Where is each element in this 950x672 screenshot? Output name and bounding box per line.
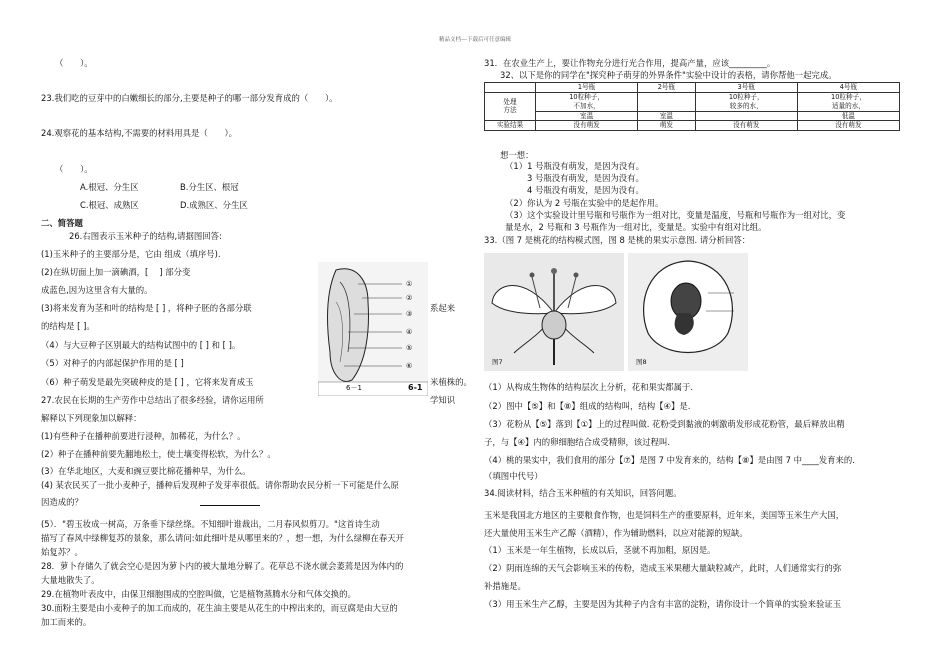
peach-fruit-figure [628,253,748,371]
question-27-cont: 解释以下列现象加以解释： [41,413,142,423]
question-28-cont: 大量地散失了。 [41,575,100,585]
table-header: 1号瓶 [536,83,638,93]
question-27-tail: 学知识 [430,395,456,405]
question-28: 28．萝卜存储久了就会空心是因为萝卜内的被大量地分解了。花草总不浇水就会萎蔫是因为体内的 [41,561,404,571]
question-27-1: (1)有些种子在播种前要进行浸种，加稀花，为什么？。 [41,431,246,441]
question-30-cont: 加工而来的。 [41,617,92,627]
question-29: 29.在植物叶表皮中，由保卫细胞围成的空腔叫做，它是植物蒸腾水分和气体交换的。 [41,589,356,599]
question-27: 27.农民在长期的生产劳作中总结出了很多经验，请你运用所 [41,395,264,405]
question-24: 24.观察花的基本结构,不需要的材料用具是（ ）。 [41,128,238,138]
figure-badge: 6-1 [408,383,423,392]
question-27-5-cont: 描写了春风中绿柳复苏的景象，那么请问:如此细叶是从哪里来的？，想一想，为什么绿柳在春天开 [41,533,404,543]
table-cell: 没有萌发 [797,121,899,131]
table-cell: 低温 [797,111,899,121]
question-27-4: (4) 某农民买了一批小麦种子，播种后发现种子发芽率很低。请你帮助农民分析一下可能是什么原 [41,480,399,490]
table-cell: 没有萌发 [536,121,638,131]
page-header: 精品文档---下载后可任意编辑 [439,37,511,43]
question-26-5: （5）对种子的内部起保护作用的是 [ ] [41,358,184,368]
table-cell: 10粒种子， 不加水， [536,92,638,111]
question-27-2: (2）种子在播种前要先翻地松土，使土壤变得松软，为什么？。 [41,449,276,459]
answer-line [200,505,260,506]
table-cell [638,92,696,111]
question-26-2: (2)在纵切面上加一滴碘酒，[ ] 部分变 [41,267,191,277]
question-26-6: （6）种子萌发是最先突破种皮的是 [ ] ，它将来发育成玉 [41,377,254,387]
figure-7-caption: 图7 [492,358,503,366]
think-1c: 4 号瓶没有萌发，是因为没有。 [527,185,644,195]
label-4: ④ [406,328,413,336]
figure-8-caption: 图8 [636,358,647,366]
figure-caption: 6－1 [346,384,362,392]
label-6: ⑥ [406,362,413,370]
table-header [485,83,536,93]
question-27-5: (5）．"碧玉妆成一树高，万条垂下绿丝绦。不知细叶谁裁出，二月春风似剪刀。"这首诗生动 [41,519,380,529]
question-26: 26.右图表示玉米种子的结构,请据图回答: [69,231,222,241]
question-27-3: (3）在华北地区，大麦和豌豆要比棉花播种早，为什么。 [41,466,251,476]
think-3-cont: 量是水，2 号瓶和 3 号瓶作为一组对比，变量是。实验中有组对比组。 [505,222,767,232]
question-23: 23.我们吃的豆芽中的白嫩细长的部分,主要是种子的哪一部分发育成的（ ）。 [41,93,338,103]
question-27-4-cont: 因造成的？ [41,497,83,507]
think-1: （1）1 号瓶没有萌发，是因为没有。 [505,161,644,171]
answer-blank: （ ）。 [55,164,93,174]
think-3: （3）这个实验设计里号瓶和号瓶作为一组对比，变量是温度，号瓶和号瓶作为一组对比，变 [505,210,846,220]
table-cell: 室温 [638,111,696,121]
question-26-6-tail: 米植株的。 [430,377,472,387]
table-cell: 没有萌发 [695,121,797,131]
think-1b: 3 号瓶没有萌发，是因为没有。 [527,173,644,183]
question-26-3-cont: 的结构是 [ ]。 [41,321,95,331]
label-2: ② [406,294,413,302]
question-33-3-cont: 子，与【④】内的卵细胞结合成受精卵，该过程叫. [484,437,671,447]
question-26-3-tail: 系起来 [430,303,456,313]
question-33-4-cont: （填图中代号） [484,471,543,481]
question-30: 30.面粉主要是由小麦种子的加工而成的，花生油主要是从花生的中榨出来的，而豆腐是由大豆的 [41,603,398,613]
table-row-label: 实验结果 [485,121,536,131]
question-34-2-cont: 补措施是。 [484,581,526,591]
flower-diagram [484,253,624,371]
option-b: B.分生区、根冠 [180,182,239,192]
table-cell: 10粒种子， 较多的水， [695,92,797,111]
section-title: 二、简答题 [41,218,83,228]
fruit-diagram [628,253,748,371]
experiment-table [484,82,900,131]
option-d: D.成熟区、分生区 [180,200,248,210]
question-26-1: (1)玉米种子的主要部分是，它由 组成（填序号). [41,249,221,259]
option-c: C.根冠、成熟区 [80,200,139,210]
table-header: 4号瓶 [797,83,899,93]
table-header: 2号瓶 [638,83,696,93]
peach-flower-figure [484,253,624,371]
question-26-3: (3)将来发育为茎和叶的结构是 [ ] ，将种子胚的各部分联 [41,303,252,313]
table-cell: 10粒种子， 适量的水， [797,92,899,111]
question-34-2: （2）阴雨连绵的天气会影响玉米的传粉，造成玉米果穗大量缺粒减产，此时，人们通常实行的弥 [484,563,842,573]
question-32: 32、以下是你的同学在"探究种子萌芽的外界条件"实验中设计的表格，请你帮他一起完成。 [500,70,837,80]
question-33-3: （3）花粉从【⑤】落到【①】上的过程叫做. 花粉受到黏液的刺激萌发形成花粉管，最后释放出精 [484,419,845,429]
question-26-2-cont: 成蓝色,因为这里含有大量的。 [41,285,153,295]
table-cell: 室温 [536,111,638,121]
table-header: 3号瓶 [695,83,797,93]
label-1: ① [406,280,413,288]
table-row-label: 处理 方法 [485,92,536,121]
question-31: 31．在农业生产上，要让作物充分进行光合作用，提高产量，应该_________。 [484,58,776,68]
table-cell: 萌发 [638,121,696,131]
question-34-3: （3）用玉米生产乙醇，主要是因为其种子内含有丰富的淀粉，请你设计一个简单的实验来验证玉 [484,599,842,609]
think-2: （2）你认为 2 号瓶在实验中的是起作用。 [505,198,664,208]
question-27-5-cont2: 始复苏？。 [41,547,83,557]
question-34: 34.阅读材料，结合玉米种植的有关知识，回答问题。 [484,488,682,498]
option-a: A.根冠、分生区 [80,182,139,192]
material-1: 玉米是我国北方地区的主要粮食作物，也是饲料生产的重要原料，近年来，美国等玉米生产大国， [484,510,845,520]
think-heading: 想一想： [500,150,534,160]
question-33: 33.（图 7 是桃花的结构模式图，图 8 是桃的果实示意图. 请分析回答： [484,235,751,245]
question-34-1: （1）玉米是一年生植物，长成以后，茎就不再加粗，原因是。 [484,545,716,555]
table-cell [695,111,797,121]
corn-seed-figure [318,262,428,396]
question-33-4: （4）桃的果实中，我们食用的部分【⑦】是图 7 中发育来的，结构【⑧】是由图 7 中____发育来的. [484,455,855,465]
question-26-4: （4）与大豆种子区别最大的结构试图中的 [ ] 和 [ ]。 [41,340,241,350]
answer-blank: （ ）。 [55,58,93,68]
question-33-2: （2）图中【⑤】和【⑧】组成的结构叫，结构【④】是. [484,401,691,411]
material-2: 还大量使用玉米生产乙醇（酒精），作为辅助燃料，以应对能源的短缺。 [484,528,748,538]
question-33-1: （1）从构成生物体的结构层次上分析，花和果实都属于. [484,382,693,392]
label-5: ⑤ [406,344,413,352]
label-3: ③ [406,310,413,318]
